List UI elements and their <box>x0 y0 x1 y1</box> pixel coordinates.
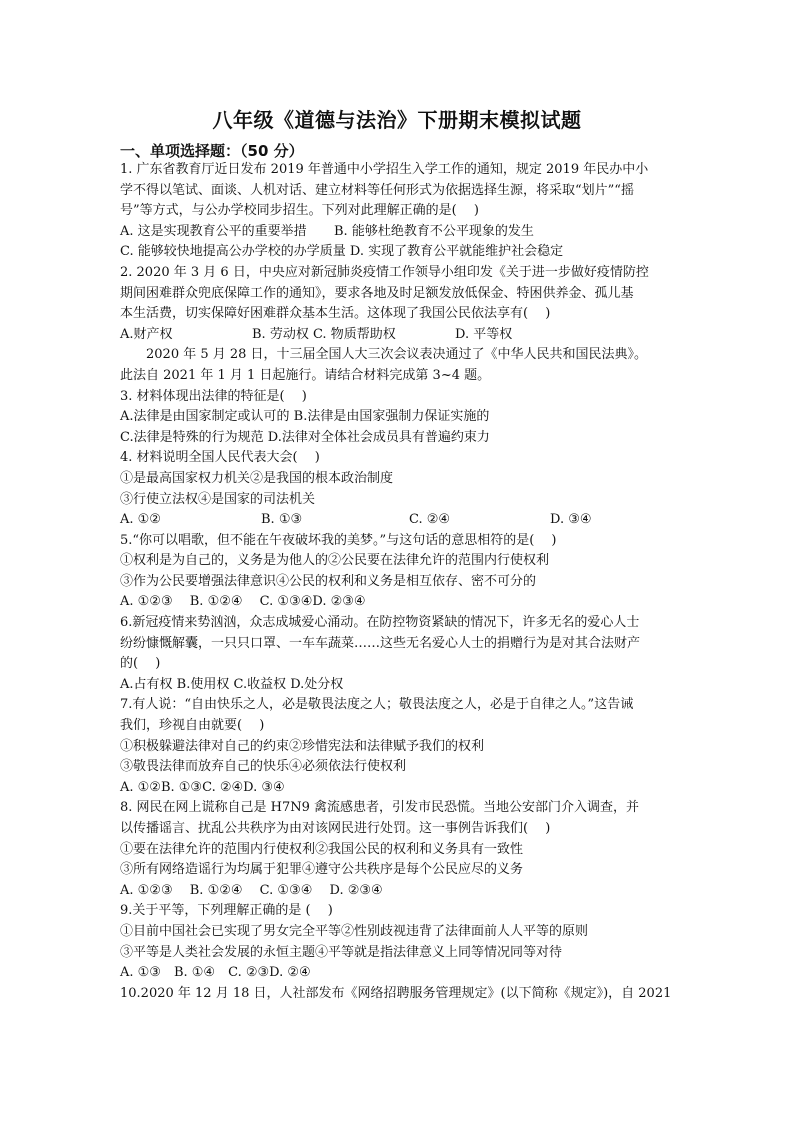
material-line-1: 2020 年 5 月 28 日，十三届全国人大三次会议表决通过了《中华人民共和国民法典》。 <box>146 347 648 363</box>
question-8 <box>120 798 682 901</box>
option-a: A. 这是实现教育公平的重要举措 <box>120 223 307 239</box>
question-1-line-1: 1. 广东省教育厅近日发布 2019 年普通中小学招生入学工作的通知，规定 2019 年民办中小 <box>120 162 649 177</box>
question-4-statements-34: ③行使立法权④是国家的司法机关 <box>120 491 316 507</box>
question-5-statements-34: ③作为公民要增强法律意识④公民的权利和义务是相互依存、密不可分的 <box>120 573 537 589</box>
question-2 <box>120 263 682 345</box>
page-title: 八年级《道德与法治》下册期末模拟试题 <box>212 108 582 132</box>
question-7 <box>120 695 682 798</box>
question-2-options <box>120 325 682 346</box>
question-list <box>120 160 682 1004</box>
question-8-statements-34: ③所有网络造谣行为均属于犯罪④遵守公共秩序是每个公民应尽的义务 <box>120 862 524 878</box>
question-2-line-2: 期间困难群众兜底保障工作的通知》，要求各地及时足额发放低保金、特困供养金、孤儿基 <box>120 285 634 301</box>
material-passage <box>120 345 682 386</box>
question-9-stem: 9.关于平等，下列理解正确的是 ( ) <box>120 903 333 919</box>
question-4-statements-12: ①是最高国家权力机关②是我国的根本政治制度 <box>120 470 394 486</box>
question-8-statements-12: ①要在法律允许的范围内行使权利②我国公民的权利和义务具有一致性 <box>120 841 524 857</box>
option-d: D. ③④ <box>550 512 592 528</box>
question-3 <box>120 387 682 449</box>
option-a: A. ①② <box>120 512 161 528</box>
option-c: C. ②④ <box>409 512 451 528</box>
question-2-line-3: 本生活费，切实保障好困难群众基本生活。这体现了我国公民依法享有( ) <box>120 306 551 322</box>
option-a: A.财产权 <box>120 326 173 342</box>
question-10 <box>120 984 682 1005</box>
option-b: B. 能够杜绝教育不公平现象的发生 <box>334 223 534 239</box>
question-9-statements-34: ③平等是人类社会发展的永恒主题④平等就是指法律意义上同等情况同等对待 <box>120 944 563 960</box>
material-line-2: 此法自 2021 年 1 月 1 日起施行。请结合材料完成第 3~4 题。 <box>120 367 491 383</box>
question-5-stem: 5.“你可以唱歌，但不能在午夜破坏我的美梦。”与这句话的意思相符的是( ) <box>120 532 557 548</box>
question-4-stem: 4. 材料说明全国人民代表大会( ) <box>120 450 320 466</box>
question-3-stem: 3. 材料体现出法律的特征是( ) <box>120 388 307 404</box>
question-7-statements-12: ①积极躲避法律对自己的约束②珍惜宪法和法律赋予我们的权利 <box>120 738 485 754</box>
question-6-options: A.占有权 B.使用权 C.收益权 D.处分权 <box>120 676 344 692</box>
question-4-options <box>120 510 682 531</box>
question-1-line-3: 号”等方式，与公办学校同步招生。下列对此理解正确的是( ) <box>120 203 479 219</box>
question-1-options-ab <box>120 222 682 243</box>
section-heading: 一、单项选择题：（50 分） <box>120 142 304 160</box>
question-7-line-2: 我们，珍视自由就要( ) <box>120 718 265 734</box>
question-9-options: A. ①③ B. ①④ C. ②③D. ②④ <box>120 965 311 981</box>
question-7-statements-34: ③敬畏法律而放弃自己的快乐④必须依法行使权利 <box>120 759 407 775</box>
question-6-line-2: 纷纷慷慨解囊，一只只口罩、一车车蔬菜……这些无名爱心人士的捐赠行为是对其合法财产 <box>120 635 641 651</box>
question-3-options-ab: A.法律是由国家制定或认可的 B.法律是由国家强制力保证实施的 <box>120 409 490 425</box>
option-d: D. 平等权 <box>455 326 513 342</box>
question-2-line-1: 2. 2020 年 3 月 6 日，中央应对新冠肺炎疫情工作领导小组印发《关于进一步做好疫情防控 <box>120 264 649 280</box>
question-8-options: A. ①②③ B. ①②④ C. ①③④ D. ②③④ <box>120 882 383 898</box>
question-5-options: A. ①②③ B. ①②④ C. ①③④D. ②③④ <box>120 594 366 610</box>
question-8-line-1: 8. 网民在网上谎称自己是 H7N9 禽流感患者，引发市民恐慌。当地公安部门介入调查，并 <box>120 800 640 816</box>
question-5 <box>120 531 682 613</box>
question-6-line-3: 的( ) <box>120 656 161 672</box>
question-5-statements-12: ①权利是为自己的，义务是为他人的②公民要在法律允许的范围内行使权利 <box>120 553 550 569</box>
question-1-options-cd: C. 能够较快地提高公办学校的办学质量 D. 实现了教育公平就能维护社会稳定 <box>120 244 564 260</box>
option-bc: B. 劳动权 C. 物质帮助权 <box>252 326 396 342</box>
question-1 <box>120 160 682 263</box>
question-10-line-1: 10.2020 年 12 月 18 日，人社部发布《网络招聘服务管理规定》(以下简称《规定》)，自 2021 <box>120 985 672 1001</box>
question-7-options: A. ①②B. ①③C. ②④D. ③④ <box>120 779 285 795</box>
question-9 <box>120 901 682 983</box>
question-6 <box>120 613 682 695</box>
option-b: B. ①③ <box>261 512 303 528</box>
question-9-statements-12: ①目前中国社会已实现了男女完全平等②性别歧视违背了法律面前人人平等的原则 <box>120 923 589 939</box>
question-6-line-1: 6.新冠疫情来势汹汹，众志成城爱心涌动。在防控物资紧缺的情况下，许多无名的爱心人士 <box>120 615 640 631</box>
question-1-line-2: 学不得以笔试、面谈、人机对话、建立材料等任何形式为依据选择生源，将采取“划片”“摇 <box>120 182 634 198</box>
question-8-line-2: 以传播谣言、扰乱公共秩序为由对该网民进行处罚。这一事例告诉我们( ) <box>120 821 551 836</box>
question-4 <box>120 448 682 530</box>
question-7-line-1: 7.有人说：“自由快乐之人，必是敬畏法度之人；敬畏法度之人，必是于自律之人。”这告诫 <box>120 697 634 713</box>
question-3-options-cd: C.法律是特殊的行为规范 D.法律对全体社会成员具有普遍约束力 <box>120 429 490 445</box>
